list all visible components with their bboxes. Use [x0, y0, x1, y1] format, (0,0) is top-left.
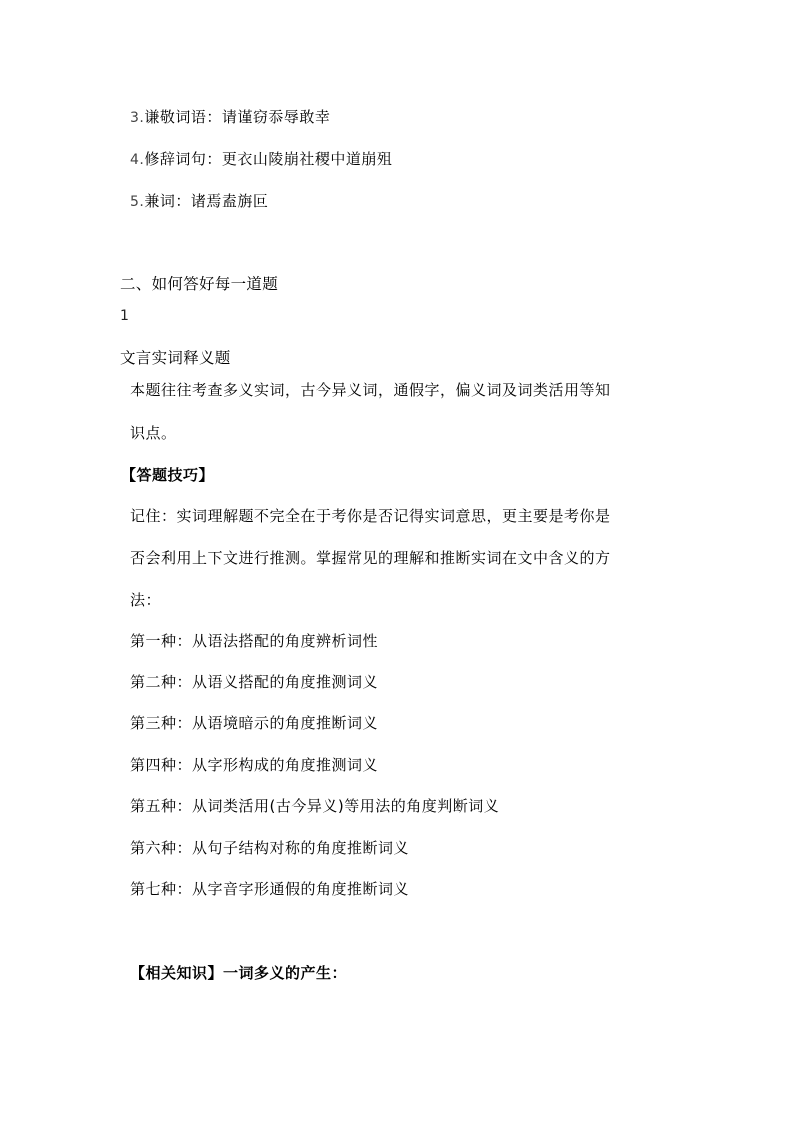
- method-item: 第六种：从句子结构对称的角度推断词义: [130, 839, 410, 857]
- section-number: 1: [120, 308, 130, 324]
- method-item: 第二种：从语义搭配的角度推测词义: [130, 673, 379, 691]
- tips-line: 法：: [130, 591, 162, 609]
- intro-line: 本题往往考查多义实词，古今异义词，通假字，偏义词及词类活用等知: [130, 381, 611, 399]
- method-item: 第一种：从语法搭配的角度辨析词性: [130, 632, 379, 650]
- tips-line: 记住：实词理解题不完全在于考你是否记得实词意思，更主要是考你是: [130, 507, 611, 525]
- section-heading: 二、如何答好每一道题: [120, 275, 279, 293]
- related-heading: 【相关知识】一词多义的产生：: [130, 964, 348, 982]
- method-item: 第三种：从语境暗示的角度推断词义: [130, 714, 379, 732]
- method-item: 第七种：从字音字形通假的角度推断词义: [130, 880, 410, 898]
- tips-line: 否会利用上下文进行推测。掌握常见的理解和推断实词在文中含义的方: [130, 549, 611, 567]
- subsection-title: 文言实词释义题: [120, 349, 231, 367]
- tips-heading: 【答题技巧】: [121, 466, 215, 484]
- list-item: 5.兼词：诸焉盍旃叵: [130, 192, 269, 210]
- intro-line: 识点。: [130, 424, 177, 442]
- method-item: 第四种：从字形构成的角度推测词义: [130, 756, 379, 774]
- list-item: 4.修辞词句：更衣山陵崩社稷中道崩殂: [130, 150, 393, 168]
- method-item: 第五种：从词类活用(古今异义)等用法的角度判断词义: [130, 797, 500, 815]
- list-item: 3.谦敬词语：请谨窃忝辱敢幸: [130, 108, 331, 126]
